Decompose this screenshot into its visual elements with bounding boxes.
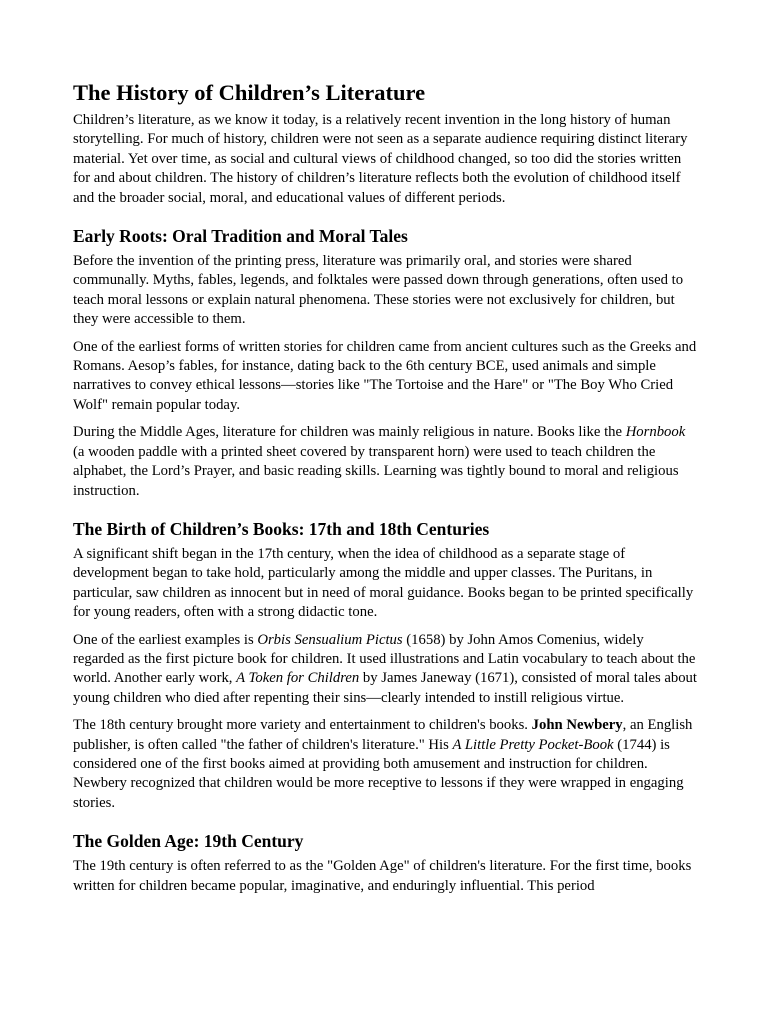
early-roots-paragraph-3 bbox=[73, 423, 697, 501]
book-title-token: A Token for Children bbox=[236, 670, 360, 687]
early-roots-paragraph-1: Before the invention of the printing press, literature was primarily oral, and stories were shared communally. Myths, fables, legends, and folktales were passed down through generations, often used to teach moral lessons or explain natural phenomena. These stories were not exclusively for children, but they were accessible to them. bbox=[73, 253, 684, 328]
document-page bbox=[73, 78, 697, 904]
text-run: (1744) is considered one of the first books aimed at providing both amusement and instruction for children. Newbery recognized that children would be more receptive to lessons if they were wrapped in engaging stories. bbox=[73, 736, 684, 811]
section-heading-birth-of-books: The Birth of Children’s Books: 17th and 18th Centuries bbox=[73, 518, 490, 539]
early-roots-paragraph-2: One of the earliest forms of written stories for children came from ancient cultures such as the Greeks and Romans. Aesop’s fables, for instance, dating back to the 6th century BCE, used animals and simple narratives to convey ethical lessons—stories like "The Tortoise and the Hare" or "The Boy Who Cried Wolf" remain popular today. bbox=[73, 338, 697, 413]
birth-paragraph-2 bbox=[73, 631, 697, 709]
text-run: During the Middle Ages, literature for children was mainly religious in nature. Books like the bbox=[73, 424, 626, 441]
section-heading-golden-age: The Golden Age: 19th Century bbox=[73, 831, 304, 852]
text-run: (1658) by John Amos Comenius, widely regarded as the first picture book for children. It used illustrations and Latin vocabulary to teach about the world. Another early work, bbox=[73, 631, 696, 687]
birth-paragraph-1: A significant shift began in the 17th century, when the idea of childhood as a separate stage of development began to take hold, particularly among the middle and upper classes. The Puritans, in particular, saw children as innocent but in need of moral guidance. Books began to be printed specifically for young readers, often with a strong didactic tone. bbox=[73, 545, 694, 621]
birth-paragraph-3 bbox=[73, 716, 697, 813]
book-title-orbis: Orbis Sensualium Pictus bbox=[257, 631, 403, 648]
golden-age-paragraph-1: The 19th century is often referred to as the "Golden Age" of children's literature. For the first time, books written for children became popular, imaginative, and enduringly influential. This period bbox=[73, 858, 692, 894]
intro-paragraph: Children’s literature, as we know it today, is a relatively recent invention in the long history of human storytelling. For much of history, children were not seen as a separate audience requiring distinct literary material. Yet over time, as social and cultural views of childhood changed, so too did the stories written for and about children. The history of children’s literature reflects both the evolution of childhood itself and the broader social, moral, and educational values of different periods. bbox=[73, 112, 688, 206]
text-run: (a wooden paddle with a printed sheet covered by transparent horn) were used to teach children the alphabet, the Lord’s Prayer, and basic reading skills. Learning was tightly bound to moral and religious instruction. bbox=[73, 443, 679, 499]
document-title: The History of Children’s Literature bbox=[73, 80, 426, 105]
section-heading-early-roots: Early Roots: Oral Tradition and Moral Tales bbox=[73, 226, 408, 247]
name-john-newbery: John Newbery bbox=[531, 717, 623, 734]
book-title-pocket-book: A Little Pretty Pocket-Book bbox=[452, 736, 614, 753]
book-title-hornbook: Hornbook bbox=[625, 424, 686, 441]
text-run: by James Janeway (1671), consisted of moral tales about young children who died after repenting their sins—clearly intended to instill religious virtue. bbox=[73, 670, 697, 706]
text-run: , an English publisher, is often called "the father of children's literature." His bbox=[73, 717, 693, 753]
text-run: One of the earliest examples is bbox=[73, 631, 258, 648]
text-run: The 18th century brought more variety and entertainment to children's books. bbox=[73, 717, 532, 734]
